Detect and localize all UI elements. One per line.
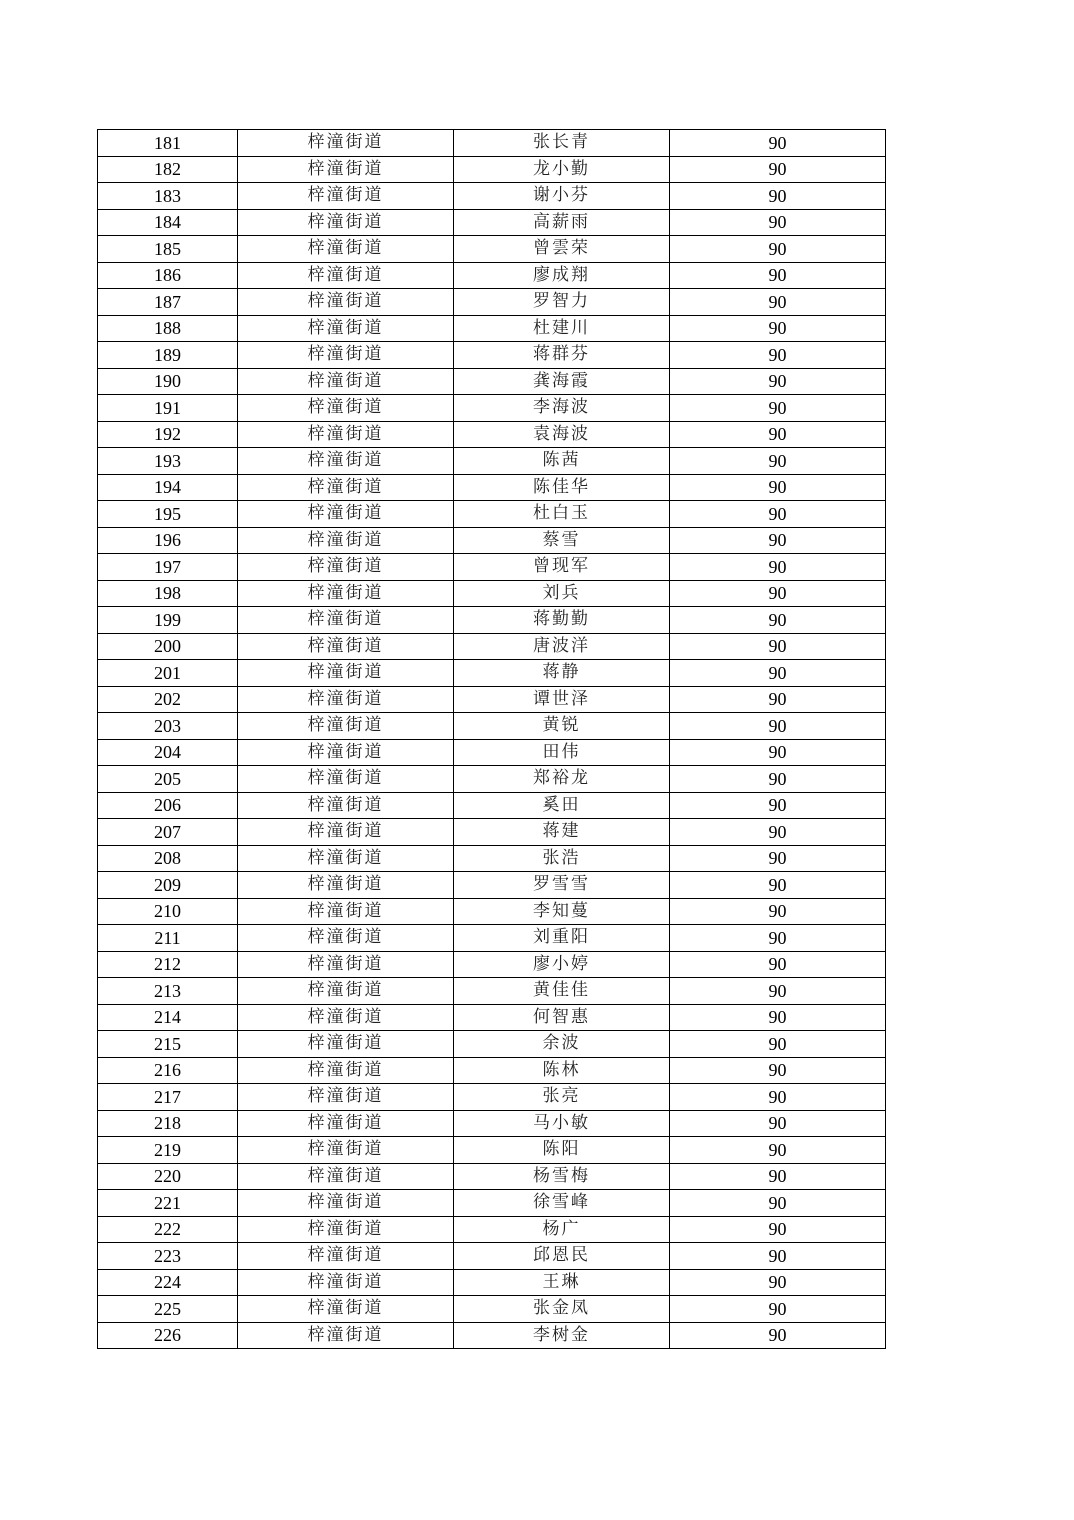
row-number-cell: 195	[98, 501, 238, 528]
name-cell: 杨广	[454, 1216, 670, 1243]
score-cell: 90	[670, 1084, 886, 1111]
district-cell: 梓潼街道	[238, 713, 454, 740]
district-cell: 梓潼街道	[238, 421, 454, 448]
table-row	[98, 872, 886, 899]
score-cell: 90	[670, 130, 886, 157]
district-cell: 梓潼街道	[238, 1084, 454, 1111]
table-row	[98, 501, 886, 528]
score-cell: 90	[670, 1269, 886, 1296]
name-cell: 蒋建	[454, 819, 670, 846]
district-cell: 梓潼街道	[238, 686, 454, 713]
row-number-cell: 185	[98, 236, 238, 263]
table-row	[98, 607, 886, 634]
score-cell: 90	[670, 633, 886, 660]
score-cell: 90	[670, 1110, 886, 1137]
row-number-cell: 209	[98, 872, 238, 899]
name-cell: 曾现军	[454, 554, 670, 581]
table-row	[98, 156, 886, 183]
table-row	[98, 183, 886, 210]
table-row	[98, 898, 886, 925]
row-number-cell: 217	[98, 1084, 238, 1111]
table-row	[98, 1322, 886, 1349]
row-number-cell: 214	[98, 1004, 238, 1031]
table-row	[98, 1163, 886, 1190]
name-cell: 郑裕龙	[454, 766, 670, 793]
name-cell: 陈阳	[454, 1137, 670, 1164]
score-cell: 90	[670, 1137, 886, 1164]
table-row	[98, 845, 886, 872]
district-cell: 梓潼街道	[238, 1322, 454, 1349]
district-cell: 梓潼街道	[238, 978, 454, 1005]
name-cell: 李知蔓	[454, 898, 670, 925]
name-cell: 高薪雨	[454, 209, 670, 236]
name-cell: 罗智力	[454, 289, 670, 316]
score-cell: 90	[670, 368, 886, 395]
row-number-cell: 225	[98, 1296, 238, 1323]
district-cell: 梓潼街道	[238, 1004, 454, 1031]
district-cell: 梓潼街道	[238, 898, 454, 925]
district-cell: 梓潼街道	[238, 527, 454, 554]
row-number-cell: 199	[98, 607, 238, 634]
row-number-cell: 197	[98, 554, 238, 581]
row-number-cell: 183	[98, 183, 238, 210]
name-cell: 蒋群芬	[454, 342, 670, 369]
row-number-cell: 212	[98, 951, 238, 978]
table-row	[98, 209, 886, 236]
row-number-cell: 188	[98, 315, 238, 342]
row-number-cell: 196	[98, 527, 238, 554]
name-cell: 张金凤	[454, 1296, 670, 1323]
name-cell: 陈林	[454, 1057, 670, 1084]
row-number-cell: 206	[98, 792, 238, 819]
name-cell: 罗雪雪	[454, 872, 670, 899]
district-cell: 梓潼街道	[238, 739, 454, 766]
score-cell: 90	[670, 845, 886, 872]
table-row	[98, 686, 886, 713]
row-number-cell: 202	[98, 686, 238, 713]
score-cell: 90	[670, 236, 886, 263]
district-cell: 梓潼街道	[238, 236, 454, 263]
table-row	[98, 1031, 886, 1058]
table-row	[98, 421, 886, 448]
table-row	[98, 342, 886, 369]
district-cell: 梓潼街道	[238, 845, 454, 872]
district-cell: 梓潼街道	[238, 130, 454, 157]
table-row	[98, 766, 886, 793]
district-cell: 梓潼街道	[238, 156, 454, 183]
score-cell: 90	[670, 580, 886, 607]
name-cell: 李树金	[454, 1322, 670, 1349]
table-row	[98, 395, 886, 422]
table-row	[98, 1057, 886, 1084]
district-cell: 梓潼街道	[238, 395, 454, 422]
score-cell: 90	[670, 289, 886, 316]
score-cell: 90	[670, 183, 886, 210]
row-number-cell: 184	[98, 209, 238, 236]
name-cell: 蒋勤勤	[454, 607, 670, 634]
score-cell: 90	[670, 1243, 886, 1270]
name-cell: 黄佳佳	[454, 978, 670, 1005]
score-cell: 90	[670, 527, 886, 554]
score-cell: 90	[670, 1190, 886, 1217]
district-cell: 梓潼街道	[238, 607, 454, 634]
name-cell: 余波	[454, 1031, 670, 1058]
row-number-cell: 223	[98, 1243, 238, 1270]
score-cell: 90	[670, 898, 886, 925]
row-number-cell: 203	[98, 713, 238, 740]
name-cell: 杜建川	[454, 315, 670, 342]
name-cell: 奚田	[454, 792, 670, 819]
district-cell: 梓潼街道	[238, 474, 454, 501]
name-cell: 谭世泽	[454, 686, 670, 713]
table-row	[98, 633, 886, 660]
district-cell: 梓潼街道	[238, 1110, 454, 1137]
score-cell: 90	[670, 766, 886, 793]
row-number-cell: 219	[98, 1137, 238, 1164]
score-cell: 90	[670, 1163, 886, 1190]
row-number-cell: 211	[98, 925, 238, 952]
name-cell: 陈佳华	[454, 474, 670, 501]
row-number-cell: 207	[98, 819, 238, 846]
score-cell: 90	[670, 872, 886, 899]
name-cell: 杨雪梅	[454, 1163, 670, 1190]
row-number-cell: 192	[98, 421, 238, 448]
district-cell: 梓潼街道	[238, 1269, 454, 1296]
name-cell: 陈茜	[454, 448, 670, 475]
row-number-cell: 193	[98, 448, 238, 475]
score-cell: 90	[670, 209, 886, 236]
row-number-cell: 221	[98, 1190, 238, 1217]
district-cell: 梓潼街道	[238, 262, 454, 289]
score-cell: 90	[670, 315, 886, 342]
district-cell: 梓潼街道	[238, 792, 454, 819]
score-cell: 90	[670, 925, 886, 952]
name-cell: 龙小勤	[454, 156, 670, 183]
district-cell: 梓潼街道	[238, 1190, 454, 1217]
district-cell: 梓潼街道	[238, 183, 454, 210]
name-cell: 张亮	[454, 1084, 670, 1111]
score-cell: 90	[670, 1004, 886, 1031]
score-cell: 90	[670, 1216, 886, 1243]
table-row	[98, 1269, 886, 1296]
name-cell: 杜白玉	[454, 501, 670, 528]
row-number-cell: 222	[98, 1216, 238, 1243]
table-row	[98, 448, 886, 475]
name-cell: 唐波洋	[454, 633, 670, 660]
district-cell: 梓潼街道	[238, 766, 454, 793]
name-cell: 徐雪峰	[454, 1190, 670, 1217]
district-cell: 梓潼街道	[238, 660, 454, 687]
table-row	[98, 474, 886, 501]
table-row	[98, 925, 886, 952]
district-cell: 梓潼街道	[238, 1296, 454, 1323]
roster-sheet	[97, 129, 885, 1349]
name-cell: 马小敏	[454, 1110, 670, 1137]
table-row	[98, 368, 886, 395]
district-cell: 梓潼街道	[238, 872, 454, 899]
score-cell: 90	[670, 395, 886, 422]
name-cell: 廖成翔	[454, 262, 670, 289]
table-row	[98, 1004, 886, 1031]
table-row	[98, 660, 886, 687]
row-number-cell: 210	[98, 898, 238, 925]
district-cell: 梓潼街道	[238, 819, 454, 846]
score-cell: 90	[670, 421, 886, 448]
district-cell: 梓潼街道	[238, 1137, 454, 1164]
table-row	[98, 527, 886, 554]
table-row	[98, 792, 886, 819]
row-number-cell: 226	[98, 1322, 238, 1349]
name-cell: 黄锐	[454, 713, 670, 740]
district-cell: 梓潼街道	[238, 368, 454, 395]
name-cell: 田伟	[454, 739, 670, 766]
name-cell: 蒋静	[454, 660, 670, 687]
district-cell: 梓潼街道	[238, 342, 454, 369]
table-row	[98, 315, 886, 342]
district-cell: 梓潼街道	[238, 633, 454, 660]
name-cell: 廖小婷	[454, 951, 670, 978]
district-cell: 梓潼街道	[238, 501, 454, 528]
score-cell: 90	[670, 951, 886, 978]
row-number-cell: 220	[98, 1163, 238, 1190]
score-cell: 90	[670, 1057, 886, 1084]
name-cell: 张浩	[454, 845, 670, 872]
name-cell: 谢小芬	[454, 183, 670, 210]
score-cell: 90	[670, 554, 886, 581]
score-cell: 90	[670, 660, 886, 687]
score-cell: 90	[670, 739, 886, 766]
table-row	[98, 819, 886, 846]
score-cell: 90	[670, 262, 886, 289]
roster-table-body	[98, 130, 886, 1349]
score-cell: 90	[670, 978, 886, 1005]
row-number-cell: 208	[98, 845, 238, 872]
row-number-cell: 181	[98, 130, 238, 157]
score-cell: 90	[670, 607, 886, 634]
score-cell: 90	[670, 1296, 886, 1323]
score-cell: 90	[670, 792, 886, 819]
table-row	[98, 262, 886, 289]
name-cell: 龚海霞	[454, 368, 670, 395]
row-number-cell: 205	[98, 766, 238, 793]
name-cell: 邱恩民	[454, 1243, 670, 1270]
name-cell: 李海波	[454, 395, 670, 422]
table-row	[98, 236, 886, 263]
row-number-cell: 187	[98, 289, 238, 316]
table-row	[98, 978, 886, 1005]
name-cell: 袁海波	[454, 421, 670, 448]
table-row	[98, 1190, 886, 1217]
name-cell: 何智惠	[454, 1004, 670, 1031]
table-row	[98, 739, 886, 766]
row-number-cell: 216	[98, 1057, 238, 1084]
row-number-cell: 213	[98, 978, 238, 1005]
district-cell: 梓潼街道	[238, 925, 454, 952]
row-number-cell: 182	[98, 156, 238, 183]
district-cell: 梓潼街道	[238, 1243, 454, 1270]
score-cell: 90	[670, 819, 886, 846]
district-cell: 梓潼街道	[238, 580, 454, 607]
score-cell: 90	[670, 474, 886, 501]
row-number-cell: 201	[98, 660, 238, 687]
name-cell: 刘兵	[454, 580, 670, 607]
district-cell: 梓潼街道	[238, 1163, 454, 1190]
score-cell: 90	[670, 1322, 886, 1349]
row-number-cell: 198	[98, 580, 238, 607]
table-row	[98, 1110, 886, 1137]
row-number-cell: 191	[98, 395, 238, 422]
table-row	[98, 713, 886, 740]
name-cell: 蔡雪	[454, 527, 670, 554]
row-number-cell: 194	[98, 474, 238, 501]
table-row	[98, 1137, 886, 1164]
district-cell: 梓潼街道	[238, 289, 454, 316]
score-cell: 90	[670, 713, 886, 740]
district-cell: 梓潼街道	[238, 448, 454, 475]
row-number-cell: 215	[98, 1031, 238, 1058]
score-cell: 90	[670, 342, 886, 369]
score-cell: 90	[670, 448, 886, 475]
table-row	[98, 1243, 886, 1270]
table-row	[98, 1084, 886, 1111]
district-cell: 梓潼街道	[238, 554, 454, 581]
name-cell: 张长青	[454, 130, 670, 157]
district-cell: 梓潼街道	[238, 1057, 454, 1084]
table-row	[98, 1216, 886, 1243]
score-cell: 90	[670, 686, 886, 713]
row-number-cell: 218	[98, 1110, 238, 1137]
district-cell: 梓潼街道	[238, 315, 454, 342]
name-cell: 曾雲荣	[454, 236, 670, 263]
district-cell: 梓潼街道	[238, 1216, 454, 1243]
table-row	[98, 130, 886, 157]
district-cell: 梓潼街道	[238, 1031, 454, 1058]
row-number-cell: 200	[98, 633, 238, 660]
score-cell: 90	[670, 156, 886, 183]
name-cell: 刘重阳	[454, 925, 670, 952]
score-cell: 90	[670, 501, 886, 528]
score-cell: 90	[670, 1031, 886, 1058]
table-row	[98, 580, 886, 607]
table-row	[98, 1296, 886, 1323]
district-cell: 梓潼街道	[238, 951, 454, 978]
table-row	[98, 554, 886, 581]
row-number-cell: 224	[98, 1269, 238, 1296]
district-cell: 梓潼街道	[238, 209, 454, 236]
roster-table	[97, 129, 886, 1349]
row-number-cell: 190	[98, 368, 238, 395]
name-cell: 王琳	[454, 1269, 670, 1296]
row-number-cell: 204	[98, 739, 238, 766]
row-number-cell: 186	[98, 262, 238, 289]
row-number-cell: 189	[98, 342, 238, 369]
table-row	[98, 951, 886, 978]
table-row	[98, 289, 886, 316]
